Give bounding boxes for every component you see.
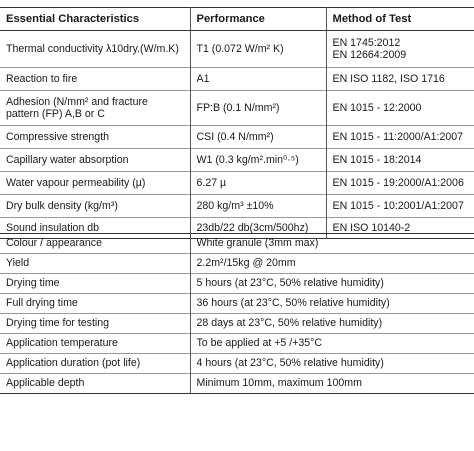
performance-cell <box>190 149 326 172</box>
header-characteristics: Essential Characteristics <box>0 8 190 31</box>
method-cell-line: EN 1015 - 11:2000/A1:2007 <box>332 130 464 143</box>
characteristic-cell-line: pattern (FP) A,B or C <box>6 108 105 120</box>
property-value: Minimum 10mm, maximum 100mm <box>190 374 474 394</box>
table-row <box>0 274 474 294</box>
property-value: 2.2m²/15kg @ 20mm <box>190 254 474 274</box>
table-row <box>0 374 474 394</box>
header-row <box>0 8 474 31</box>
table-row <box>0 126 474 149</box>
performance-cell <box>190 126 326 149</box>
table-row <box>0 172 474 195</box>
characteristic-cell <box>0 149 190 172</box>
characteristic-cell-line: Compressive strength <box>6 130 110 143</box>
characteristic-cell-line: Dry bulk density (kg/m³) <box>6 199 118 212</box>
property-value: 36 hours (at 23°C, 50% relative humidity) <box>190 294 474 314</box>
property-label: Applicable depth <box>0 374 190 394</box>
header-performance: Performance <box>190 8 326 31</box>
table-row <box>0 314 474 334</box>
table-row <box>0 234 474 254</box>
properties-table <box>0 233 474 394</box>
method-cell <box>326 149 474 172</box>
method-cell <box>326 31 474 68</box>
method-cell-line: EN ISO 10140-2 <box>332 221 411 234</box>
property-label: Application duration (pot life) <box>0 354 190 374</box>
characteristics-table <box>0 7 474 239</box>
performance-cell <box>190 31 326 68</box>
method-cell-line: EN 1015 - 12:2000 <box>332 101 422 114</box>
characteristic-cell <box>0 126 190 149</box>
property-value: 4 hours (at 23°C, 50% relative humidity) <box>190 354 474 374</box>
property-label: Full drying time <box>0 294 190 314</box>
characteristic-cell <box>0 195 190 218</box>
table-row <box>0 149 474 172</box>
method-cell-line: EN 1015 - 10:2001/A1:2007 <box>332 199 464 212</box>
method-cell-line: EN 1015 - 18:2014 <box>332 153 422 166</box>
method-cell <box>326 172 474 195</box>
method-cell <box>326 68 474 91</box>
performance-cell-line: W1 (0.3 kg/m².min⁰·⁵) <box>196 153 299 166</box>
method-cell-line: EN 12664:2009 <box>332 49 407 61</box>
characteristic-cell <box>0 31 190 68</box>
property-value: 5 hours (at 23°C, 50% relative humidity) <box>190 274 474 294</box>
property-label: Drying time <box>0 274 190 294</box>
performance-cell <box>190 195 326 218</box>
table-row <box>0 254 474 274</box>
table-row <box>0 68 474 91</box>
method-cell <box>326 126 474 149</box>
characteristic-cell <box>0 172 190 195</box>
table-row <box>0 334 474 354</box>
characteristic-cell-line: Water vapour permeability (µ) <box>6 176 146 189</box>
method-cell <box>326 91 474 126</box>
characteristic-cell <box>0 68 190 91</box>
performance-cell-line: 6.27 µ <box>196 176 227 189</box>
table-row <box>0 91 474 126</box>
performance-cell-line: 23db/22 db(3cm/500hz) <box>196 221 309 234</box>
property-label: Yield <box>0 254 190 274</box>
table-row <box>0 195 474 218</box>
header-method: Method of Test <box>326 8 474 31</box>
performance-cell-line: A1 <box>196 72 210 85</box>
performance-cell <box>190 172 326 195</box>
property-label: Colour / appearance <box>6 237 102 250</box>
characteristic-cell <box>0 91 190 126</box>
table-row <box>0 354 474 374</box>
property-label: Application temperature <box>0 334 190 354</box>
characteristic-cell-line: Capillary water absorption <box>6 153 129 166</box>
performance-cell-line: 280 kg/m³ ±10% <box>196 199 274 212</box>
method-cell <box>326 195 474 218</box>
table-row <box>0 31 474 68</box>
property-label: Drying time for testing <box>0 314 190 334</box>
performance-cell-line: T1 (0.072 W/m² K) <box>196 42 284 55</box>
property-value: White granule (3mm max) <box>190 234 474 254</box>
method-cell-line: EN ISO 1182, ISO 1716 <box>332 72 445 85</box>
property-value: 28 days at 23°C, 50% relative humidity) <box>190 314 474 334</box>
method-cell-line: EN 1015 - 19:2000/A1:2006 <box>332 176 464 189</box>
method-cell-line: EN 1745:2012 <box>332 36 401 49</box>
property-value: To be applied at +5 /+35°C <box>190 334 474 354</box>
characteristic-cell-line: Reaction to fire <box>6 72 78 85</box>
performance-cell-line: CSI (0.4 N/mm²) <box>196 130 274 143</box>
characteristic-cell-line: Thermal conductivity λ10dry.(W/m.K) <box>6 42 179 55</box>
performance-cell <box>190 91 326 126</box>
characteristic-cell-line: Adhesion (N/mm² and fracture <box>6 95 148 108</box>
performance-cell <box>190 68 326 91</box>
table-row <box>0 294 474 314</box>
characteristic-cell-line: Sound insulation db <box>6 221 100 234</box>
performance-cell-line: FP:B (0.1 N/mm²) <box>196 101 280 114</box>
